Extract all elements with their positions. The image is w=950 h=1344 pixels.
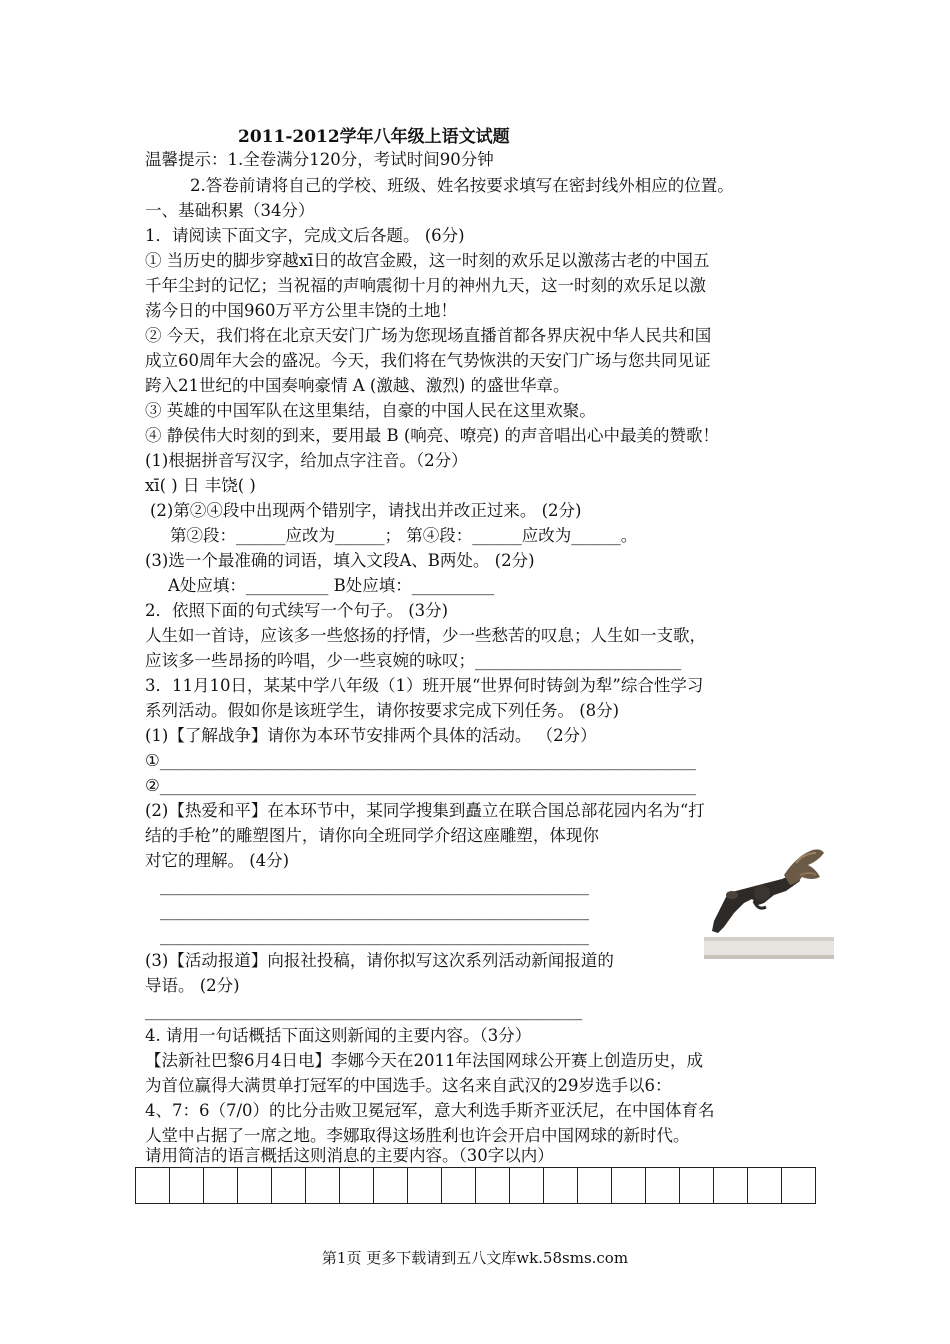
q1-p2-line: ② 今天，我们将在北京天安门广场为您现场直播首都各界庆祝中华人民共和国 bbox=[145, 326, 712, 345]
grid-cell[interactable] bbox=[612, 1168, 646, 1204]
grid-cell[interactable] bbox=[646, 1168, 680, 1204]
exam-title: 2011-2012学年八年级上语文试题 bbox=[238, 127, 510, 147]
answer-line: ____________________________________________________ bbox=[160, 926, 589, 945]
q1-sub1-answer: xī( ) 日 丰饶( ) bbox=[145, 476, 256, 495]
answer-line: _____________________________________________________ bbox=[145, 1001, 583, 1020]
page-footer: 第1页 更多下载请到五八文库wk.58sms.com bbox=[321, 1249, 629, 1267]
q3-sub3: (3)【活动报道】向报社投稿，请你拟写这次系列活动新闻报道的 bbox=[145, 951, 614, 970]
q4-line: 人堂中占据了一席之地。李娜取得这场胜利也许会开启中国网球的新时代。 bbox=[145, 1126, 690, 1145]
q2-line: 应该多一些昂扬的吟唱，少一些哀婉的咏叹；_________________________ bbox=[145, 651, 682, 670]
grid-cell[interactable] bbox=[204, 1168, 238, 1204]
grid-cell[interactable] bbox=[680, 1168, 714, 1204]
tip-line-2: 2.答卷前请将自己的学校、班级、姓名按要求填写在密封线外相应的位置。 bbox=[190, 176, 734, 195]
grid-cell[interactable] bbox=[374, 1168, 408, 1204]
section-heading: 一、基础积累（34分） bbox=[145, 201, 315, 220]
knotted-gun-sculpture-image bbox=[704, 835, 834, 959]
q1-p1-line: ① 当历史的脚步穿越xī日的故宫金殿，这一时刻的欢乐足以激荡古老的中国五 bbox=[145, 251, 710, 270]
q1-p1-line: 千年尘封的记忆；当祝福的声响震彻十月的神州九天，这一时刻的欢乐足以激 bbox=[145, 276, 706, 295]
q1-p2-line: 跨入21世纪的中国奏响豪情 A (激越、激烈) 的盛世华章。 bbox=[145, 376, 570, 395]
grid-cell[interactable] bbox=[306, 1168, 340, 1204]
q3-sub3: 导语。 (2分) bbox=[145, 976, 240, 995]
q1-sub1: (1)根据拼音写汉字，给加点字注音。（2分） bbox=[145, 451, 468, 470]
q1-heading: 1．请阅读下面文字，完成文后各题。 (6分) bbox=[145, 226, 465, 245]
q1-sub2: (2)第②④段中出现两个错别字，请找出并改正过来。 (2分) bbox=[150, 501, 582, 520]
grid-cell[interactable] bbox=[714, 1168, 748, 1204]
q4-line: 为首位赢得大满贯单打冠军的中国选手。这名来自武汉的29岁选手以6： bbox=[145, 1076, 672, 1095]
q3-sub2: 结的手枪”的雕塑图片，请你向全班同学介绍这座雕塑，体现你 bbox=[145, 826, 599, 845]
q4-line: 【法新社巴黎6月4日电】李娜今天在2011年法国网球公开赛上创造历史，成 bbox=[145, 1051, 703, 1070]
q1-p4: ④ 静侯伟大时刻的到来，要用最 B (响亮、嘹亮) 的声音唱出心中最美的赞歌！ bbox=[145, 426, 719, 445]
q2-heading: 2．依照下面的句式续写一个句子。 (3分) bbox=[145, 601, 449, 620]
q2-line: 人生如一首诗，应该多一些悠扬的抒情，少一些愁苦的叹息；人生如一支歌， bbox=[145, 626, 706, 645]
q1-sub3: (3)选一个最准确的词语，填入文段A、B两处。 (2分) bbox=[145, 551, 535, 570]
grid-cell[interactable] bbox=[510, 1168, 544, 1204]
grid-cell[interactable] bbox=[544, 1168, 578, 1204]
grid-cell[interactable] bbox=[170, 1168, 204, 1204]
q3-sub1-blank: ①_________________________________________________________________ bbox=[145, 751, 697, 770]
q1-p1-line: 荡今日的中国960万平方公里丰饶的土地！ bbox=[145, 301, 457, 320]
q1-p2-line: 成立60周年大会的盛况。今天，我们将在气势恢洪的天安门广场与您共同见证 bbox=[145, 351, 711, 370]
q1-sub3-answer: A处应填：__________ B处应填：__________ bbox=[168, 576, 495, 595]
q3-sub2: (2)【热爱和平】在本环节中，某同学搜集到矗立在联合国总部花园内名为“打 bbox=[145, 801, 705, 820]
tip-line-1: 温馨提示：1.全卷满分120分，考试时间90分钟 bbox=[145, 150, 494, 169]
q1-sub2-answer: 第②段：______应改为______； 第④段：______应改为______。 bbox=[170, 526, 638, 545]
q4-instruction: 请用简洁的语言概括这则消息的主要内容。（30字以内） bbox=[145, 1146, 554, 1165]
q3-sub1-blank: ②_________________________________________________________________ bbox=[145, 776, 697, 795]
grid-cell[interactable] bbox=[476, 1168, 510, 1204]
q3-sub1: (1)【了解战争】请你为本环节安排两个具体的活动。 （2分） bbox=[145, 726, 597, 745]
answer-line: ____________________________________________________ bbox=[160, 876, 589, 895]
q4-heading: 4. 请用一句话概括下面这则新闻的主要内容。（3分） bbox=[145, 1026, 532, 1045]
q3-heading-2: 系列活动。假如你是该班学生，请你按要求完成下列任务。 (8分) bbox=[145, 701, 620, 720]
answer-line: ____________________________________________________ bbox=[160, 901, 589, 920]
grid-cell[interactable] bbox=[442, 1168, 476, 1204]
grid-cell[interactable] bbox=[340, 1168, 374, 1204]
answer-grid[interactable] bbox=[135, 1167, 816, 1204]
q3-heading: 3．11月10日，某某中学八年级（1）班开展“世界何时铸剑为犁”综合性学习 bbox=[145, 676, 704, 695]
grid-cell[interactable] bbox=[272, 1168, 306, 1204]
grid-cell[interactable] bbox=[408, 1168, 442, 1204]
q3-sub2: 对它的理解。 (4分) bbox=[145, 851, 290, 870]
q1-p3: ③ 英雄的中国军队在这里集结，自豪的中国人民在这里欢聚。 bbox=[145, 401, 596, 420]
grid-cell[interactable] bbox=[578, 1168, 612, 1204]
grid-cell[interactable] bbox=[782, 1168, 816, 1204]
grid-cell[interactable] bbox=[748, 1168, 782, 1204]
q4-line: 4、7：6（7/0）的比分击败卫冕冠军，意大利选手斯齐亚沃尼，在中国体育名 bbox=[145, 1101, 715, 1120]
grid-cell[interactable] bbox=[238, 1168, 272, 1204]
grid-cell[interactable] bbox=[136, 1168, 170, 1204]
